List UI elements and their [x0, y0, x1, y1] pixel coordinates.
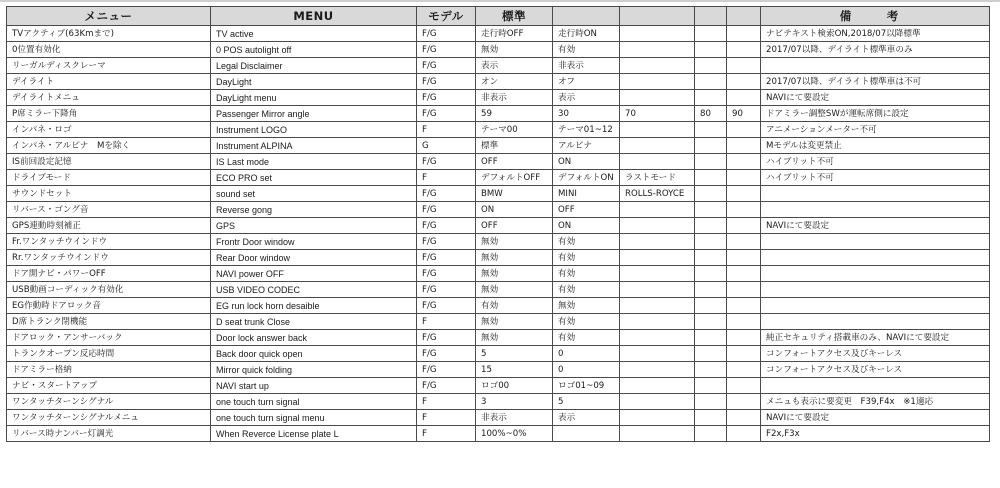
- menu-jp-cell: ドアミラー格納: [7, 362, 211, 378]
- remarks-cell: [761, 378, 990, 394]
- option-5-cell: [727, 122, 761, 138]
- option-5-cell: [727, 282, 761, 298]
- table-row: [7, 266, 990, 282]
- option-4-cell: [695, 170, 727, 186]
- standard-cell: 走行時OFF: [476, 26, 553, 42]
- option-4-cell: [695, 362, 727, 378]
- option-4-cell: [695, 138, 727, 154]
- menu-jp-cell: ナビ・スタートアップ: [7, 378, 211, 394]
- option-5-cell: [727, 186, 761, 202]
- remarks-cell: ハイブリット不可: [761, 170, 990, 186]
- model-cell: F/G: [417, 298, 476, 314]
- option-5-cell: [727, 362, 761, 378]
- menu-en-cell: USB VIDEO CODEC: [211, 282, 417, 298]
- menu-en-cell: DayLight menu: [211, 90, 417, 106]
- model-cell: F/G: [417, 74, 476, 90]
- option-5-cell: [727, 314, 761, 330]
- option-3-cell: ラストモード: [620, 170, 695, 186]
- table-row: [7, 186, 990, 202]
- option-5-cell: [727, 26, 761, 42]
- menu-jp-cell: リバース時ナンバー灯調光: [7, 426, 211, 442]
- option-4-cell: [695, 410, 727, 426]
- option-4-cell: [695, 394, 727, 410]
- standard-cell: 無効: [476, 42, 553, 58]
- table-row: [7, 154, 990, 170]
- option-3-cell: [620, 426, 695, 442]
- option-2-cell: 無効: [553, 298, 620, 314]
- menu-en-cell: Door lock answer back: [211, 330, 417, 346]
- header-standard: 標準: [476, 7, 553, 26]
- option-2-cell: 有効: [553, 266, 620, 282]
- remarks-cell: アニメーションメーター不可: [761, 122, 990, 138]
- model-cell: G: [417, 138, 476, 154]
- remarks-cell: 純正セキュリティ搭載車のみ、NAVIにて要設定: [761, 330, 990, 346]
- menu-en-cell: EG run lock horn desaible: [211, 298, 417, 314]
- option-4-cell: [695, 74, 727, 90]
- table-row: [7, 122, 990, 138]
- remarks-cell: [761, 202, 990, 218]
- option-3-cell: [620, 266, 695, 282]
- option-4-cell: [695, 186, 727, 202]
- header-remarks: 備 考: [761, 7, 990, 26]
- option-2-cell: 5: [553, 394, 620, 410]
- remarks-cell: [761, 298, 990, 314]
- table-row: [7, 282, 990, 298]
- standard-cell: 5: [476, 346, 553, 362]
- menu-en-cell: Legal Disclaimer: [211, 58, 417, 74]
- option-5-cell: [727, 394, 761, 410]
- option-2-cell: デフォルトON: [553, 170, 620, 186]
- option-3-cell: [620, 218, 695, 234]
- option-4-cell: 80: [695, 106, 727, 122]
- remarks-cell: コンフォートアクセス及びキーレス: [761, 346, 990, 362]
- option-3-cell: [620, 42, 695, 58]
- remarks-cell: ナビテキスト検索ON,2018/07以降標準: [761, 26, 990, 42]
- option-4-cell: [695, 42, 727, 58]
- option-5-cell: [727, 426, 761, 442]
- standard-cell: 非表示: [476, 90, 553, 106]
- option-4-cell: [695, 426, 727, 442]
- menu-jp-cell: Rr.ワンタッチウインドウ: [7, 250, 211, 266]
- menu-en-cell: TV active: [211, 26, 417, 42]
- option-5-cell: [727, 410, 761, 426]
- menu-en-cell: NAVI power OFF: [211, 266, 417, 282]
- menu-jp-cell: GPS連動時刻補正: [7, 218, 211, 234]
- remarks-cell: 2017/07以降、デイライト標準車は不可: [761, 74, 990, 90]
- option-5-cell: [727, 154, 761, 170]
- option-3-cell: [620, 74, 695, 90]
- option-5-cell: [727, 330, 761, 346]
- table-row: [7, 202, 990, 218]
- model-cell: F/G: [417, 218, 476, 234]
- menu-en-cell: Passenger Mirror angle: [211, 106, 417, 122]
- model-cell: F: [417, 394, 476, 410]
- option-4-cell: [695, 90, 727, 106]
- remarks-cell: NAVIにて要設定: [761, 90, 990, 106]
- table-row: [7, 330, 990, 346]
- standard-cell: OFF: [476, 154, 553, 170]
- menu-jp-cell: ドア開ナビ・パワーOFF: [7, 266, 211, 282]
- option-2-cell: 走行時ON: [553, 26, 620, 42]
- option-3-cell: [620, 26, 695, 42]
- standard-cell: BMW: [476, 186, 553, 202]
- remarks-cell: NAVIにて要設定: [761, 218, 990, 234]
- menu-en-cell: D seat trunk Close: [211, 314, 417, 330]
- model-cell: F/G: [417, 378, 476, 394]
- option-4-cell: [695, 26, 727, 42]
- option-2-cell: MINI: [553, 186, 620, 202]
- standard-cell: 標準: [476, 138, 553, 154]
- table-row: [7, 346, 990, 362]
- option-2-cell: [553, 426, 620, 442]
- table-row: [7, 90, 990, 106]
- option-5-cell: 90: [727, 106, 761, 122]
- table-row: [7, 170, 990, 186]
- table-row: [7, 314, 990, 330]
- option-3-cell: [620, 410, 695, 426]
- menu-jp-cell: USB動画コーディック有効化: [7, 282, 211, 298]
- remarks-cell: ハイブリット不可: [761, 154, 990, 170]
- option-2-cell: ON: [553, 154, 620, 170]
- model-cell: F: [417, 122, 476, 138]
- option-3-cell: [620, 234, 695, 250]
- option-5-cell: [727, 58, 761, 74]
- option-3-cell: [620, 378, 695, 394]
- table-row: [7, 74, 990, 90]
- option-4-cell: [695, 122, 727, 138]
- standard-cell: 非表示: [476, 410, 553, 426]
- menu-jp-cell: トランクオープン反応時間: [7, 346, 211, 362]
- option-3-cell: [620, 138, 695, 154]
- menu-en-cell: ECO PRO set: [211, 170, 417, 186]
- option-5-cell: [727, 74, 761, 90]
- menu-jp-cell: インパネ・ロゴ: [7, 122, 211, 138]
- model-cell: F/G: [417, 330, 476, 346]
- model-cell: F/G: [417, 250, 476, 266]
- table-row: [7, 26, 990, 42]
- option-2-cell: テーマ01~12: [553, 122, 620, 138]
- standard-cell: 無効: [476, 314, 553, 330]
- header-option-3: [620, 7, 695, 26]
- model-cell: F: [417, 170, 476, 186]
- option-2-cell: 30: [553, 106, 620, 122]
- standard-cell: テーマ00: [476, 122, 553, 138]
- menu-jp-cell: EG作動時ドアロック音: [7, 298, 211, 314]
- option-5-cell: [727, 202, 761, 218]
- menu-jp-cell: ワンタッチターンシグナルメニュ: [7, 410, 211, 426]
- model-cell: F/G: [417, 90, 476, 106]
- model-cell: F/G: [417, 234, 476, 250]
- model-cell: F/G: [417, 282, 476, 298]
- option-2-cell: アルピナ: [553, 138, 620, 154]
- menu-jp-cell: リバース・ゴング音: [7, 202, 211, 218]
- top-rule: [0, 0, 1000, 2]
- menu-en-cell: NAVI start up: [211, 378, 417, 394]
- table-row: [7, 410, 990, 426]
- model-cell: F/G: [417, 42, 476, 58]
- menu-jp-cell: ドライブモード: [7, 170, 211, 186]
- option-5-cell: [727, 250, 761, 266]
- option-2-cell: 表示: [553, 90, 620, 106]
- menu-jp-cell: デイライトメニュ: [7, 90, 211, 106]
- remarks-cell: F2x,F3x: [761, 426, 990, 442]
- option-2-cell: 非表示: [553, 58, 620, 74]
- remarks-cell: メニュも表示に要変更 F39,F4x ※1適応: [761, 394, 990, 410]
- option-2-cell: OFF: [553, 202, 620, 218]
- option-5-cell: [727, 378, 761, 394]
- standard-cell: デフォルトOFF: [476, 170, 553, 186]
- model-cell: F/G: [417, 186, 476, 202]
- menu-en-cell: Back door quick open: [211, 346, 417, 362]
- option-3-cell: [620, 362, 695, 378]
- option-5-cell: [727, 346, 761, 362]
- option-2-cell: 有効: [553, 282, 620, 298]
- option-3-cell: [620, 90, 695, 106]
- standard-cell: 有効: [476, 298, 553, 314]
- menu-jp-cell: TVアクティブ(63Kmまで): [7, 26, 211, 42]
- menu-jp-cell: サウンドセット: [7, 186, 211, 202]
- remarks-cell: Mモデルは変更禁止: [761, 138, 990, 154]
- option-4-cell: [695, 58, 727, 74]
- standard-cell: 59: [476, 106, 553, 122]
- standard-cell: OFF: [476, 218, 553, 234]
- model-cell: F: [417, 314, 476, 330]
- option-2-cell: 有効: [553, 234, 620, 250]
- option-3-cell: [620, 250, 695, 266]
- model-cell: F/G: [417, 106, 476, 122]
- option-3-cell: [620, 58, 695, 74]
- model-cell: F/G: [417, 202, 476, 218]
- menu-jp-cell: IS前回設定記憶: [7, 154, 211, 170]
- menu-jp-cell: D席トランク閉機能: [7, 314, 211, 330]
- menu-en-cell: 0 POS autolight off: [211, 42, 417, 58]
- option-5-cell: [727, 234, 761, 250]
- standard-cell: ロゴ00: [476, 378, 553, 394]
- standard-cell: 3: [476, 394, 553, 410]
- option-5-cell: [727, 298, 761, 314]
- header-option-2: [553, 7, 620, 26]
- option-2-cell: 有効: [553, 42, 620, 58]
- model-cell: F/G: [417, 26, 476, 42]
- remarks-cell: 2017/07以降、デイライト標準車のみ: [761, 42, 990, 58]
- table-row: [7, 42, 990, 58]
- model-cell: F/G: [417, 154, 476, 170]
- option-5-cell: [727, 138, 761, 154]
- model-cell: F: [417, 426, 476, 442]
- option-5-cell: [727, 90, 761, 106]
- table-body: [7, 26, 990, 442]
- remarks-cell: [761, 314, 990, 330]
- table-row: [7, 58, 990, 74]
- option-4-cell: [695, 378, 727, 394]
- menu-jp-cell: デイライト: [7, 74, 211, 90]
- standard-cell: 無効: [476, 250, 553, 266]
- remarks-cell: [761, 282, 990, 298]
- menu-jp-cell: ワンタッチターンシグナル: [7, 394, 211, 410]
- option-4-cell: [695, 154, 727, 170]
- remarks-cell: コンフォートアクセス及びキーレス: [761, 362, 990, 378]
- menu-en-cell: When Reverce License plate L: [211, 426, 417, 442]
- remarks-cell: [761, 266, 990, 282]
- option-3-cell: [620, 346, 695, 362]
- option-4-cell: [695, 346, 727, 362]
- table-row: [7, 362, 990, 378]
- remarks-cell: [761, 186, 990, 202]
- option-2-cell: ON: [553, 218, 620, 234]
- remarks-cell: NAVIにて要設定: [761, 410, 990, 426]
- option-2-cell: 0: [553, 346, 620, 362]
- option-3-cell: [620, 394, 695, 410]
- menu-en-cell: Instrument LOGO: [211, 122, 417, 138]
- standard-cell: 表示: [476, 58, 553, 74]
- option-2-cell: ロゴ01~09: [553, 378, 620, 394]
- header-option-4: [695, 7, 727, 26]
- header-model: モデル: [417, 7, 476, 26]
- option-3-cell: [620, 154, 695, 170]
- standard-cell: 15: [476, 362, 553, 378]
- menu-en-cell: Instrument ALPINA: [211, 138, 417, 154]
- option-4-cell: [695, 266, 727, 282]
- table-row: [7, 106, 990, 122]
- menu-en-cell: one touch turn signal: [211, 394, 417, 410]
- remarks-cell: [761, 250, 990, 266]
- option-3-cell: 70: [620, 106, 695, 122]
- menu-en-cell: GPS: [211, 218, 417, 234]
- table-row: [7, 394, 990, 410]
- model-cell: F/G: [417, 362, 476, 378]
- menu-en-cell: Frontr Door window: [211, 234, 417, 250]
- model-cell: F: [417, 410, 476, 426]
- header-option-5: [727, 7, 761, 26]
- option-2-cell: 有効: [553, 314, 620, 330]
- table-row: [7, 234, 990, 250]
- model-cell: F/G: [417, 266, 476, 282]
- option-2-cell: オフ: [553, 74, 620, 90]
- option-5-cell: [727, 266, 761, 282]
- remarks-cell: [761, 58, 990, 74]
- table-row: [7, 298, 990, 314]
- menu-jp-cell: リーガルディスクレーマ: [7, 58, 211, 74]
- option-4-cell: [695, 298, 727, 314]
- menu-jp-cell: 0位置有効化: [7, 42, 211, 58]
- menu-jp-cell: ドアロック・アンサーバック: [7, 330, 211, 346]
- header-menu-en: MENU: [211, 7, 417, 26]
- menu-en-cell: IS Last mode: [211, 154, 417, 170]
- option-5-cell: [727, 218, 761, 234]
- option-3-cell: [620, 202, 695, 218]
- menu-en-cell: sound set: [211, 186, 417, 202]
- option-2-cell: 有効: [553, 330, 620, 346]
- option-4-cell: [695, 218, 727, 234]
- option-2-cell: 0: [553, 362, 620, 378]
- menu-jp-cell: P席ミラー下降角: [7, 106, 211, 122]
- standard-cell: 100%~0%: [476, 426, 553, 442]
- header-menu-jp: メニュー: [7, 7, 211, 26]
- menu-jp-cell: Fr.ワンタッチウインドウ: [7, 234, 211, 250]
- option-4-cell: [695, 234, 727, 250]
- menu-en-cell: Reverse gong: [211, 202, 417, 218]
- menu-en-cell: Mirror quick folding: [211, 362, 417, 378]
- option-5-cell: [727, 42, 761, 58]
- standard-cell: オン: [476, 74, 553, 90]
- model-cell: F/G: [417, 346, 476, 362]
- table-row: [7, 138, 990, 154]
- option-4-cell: [695, 202, 727, 218]
- option-3-cell: [620, 330, 695, 346]
- menu-en-cell: DayLight: [211, 74, 417, 90]
- option-3-cell: [620, 122, 695, 138]
- menu-jp-cell: インパネ・アルピナ Mを除く: [7, 138, 211, 154]
- standard-cell: ON: [476, 202, 553, 218]
- header-row: [7, 7, 990, 26]
- table-row: [7, 378, 990, 394]
- option-4-cell: [695, 250, 727, 266]
- coding-table: [6, 6, 990, 442]
- table-row: [7, 218, 990, 234]
- option-3-cell: [620, 298, 695, 314]
- standard-cell: 無効: [476, 282, 553, 298]
- option-3-cell: ROLLS-ROYCE: [620, 186, 695, 202]
- option-5-cell: [727, 170, 761, 186]
- standard-cell: 無効: [476, 330, 553, 346]
- remarks-cell: [761, 234, 990, 250]
- menu-en-cell: Rear Door window: [211, 250, 417, 266]
- option-4-cell: [695, 282, 727, 298]
- standard-cell: 無効: [476, 234, 553, 250]
- option-3-cell: [620, 314, 695, 330]
- menu-en-cell: one touch turn signal menu: [211, 410, 417, 426]
- coding-table-sheet: [6, 6, 990, 442]
- option-4-cell: [695, 330, 727, 346]
- option-4-cell: [695, 314, 727, 330]
- model-cell: F/G: [417, 58, 476, 74]
- table-row: [7, 426, 990, 442]
- table-row: [7, 250, 990, 266]
- standard-cell: 無効: [476, 266, 553, 282]
- option-2-cell: 表示: [553, 410, 620, 426]
- remarks-cell: ドアミラー調整SWが運転席側に設定: [761, 106, 990, 122]
- option-2-cell: 有効: [553, 250, 620, 266]
- option-3-cell: [620, 282, 695, 298]
